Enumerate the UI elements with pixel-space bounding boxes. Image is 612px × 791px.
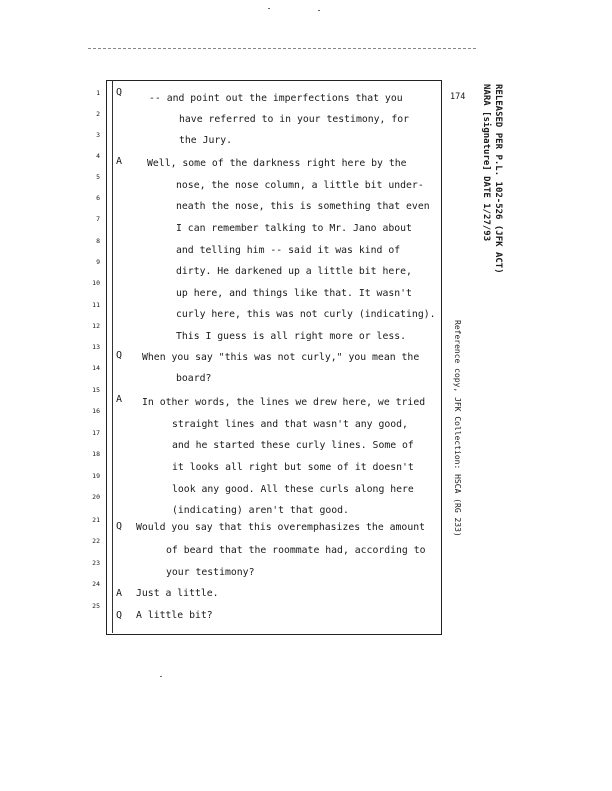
line-number: 3: [96, 131, 100, 139]
transcript-line: A little bit?: [136, 610, 213, 621]
speaker-label: Q: [116, 610, 123, 621]
line-number: 4: [96, 152, 100, 160]
speaker-label: Q: [116, 350, 123, 361]
line-number: 22: [92, 537, 100, 545]
line-number: 9: [96, 258, 100, 266]
transcript-line: I can remember talking to Mr. Jano about: [176, 223, 412, 234]
speaker-label: Q: [116, 521, 123, 532]
scan-speck: [318, 10, 320, 11]
line-number: 13: [92, 343, 100, 351]
line-number: 18: [92, 450, 100, 458]
line-number: 15: [92, 386, 100, 394]
transcript-line: and he started these curly lines. Some of: [172, 440, 414, 451]
scan-speck: [268, 8, 270, 9]
transcript-line: (indicating) aren't that good.: [172, 505, 349, 516]
transcript-line: straight lines and that wasn't any good,: [172, 419, 408, 430]
transcript-line: curly here, this was not curly (indicating).: [176, 309, 436, 320]
transcript-line: of beard that the roommate had, according to: [166, 545, 426, 556]
line-number: 10: [92, 279, 100, 287]
line-number: 5: [96, 173, 100, 181]
line-number: 24: [92, 580, 100, 588]
line-number: 6: [96, 194, 100, 202]
page-number: 174: [450, 92, 466, 102]
transcript-line: This I guess is all right more or less.: [176, 331, 407, 342]
line-number: 14: [92, 364, 100, 372]
release-stamp: [480, 84, 504, 274]
line-number: 25: [92, 602, 100, 610]
speaker-label: A: [116, 394, 123, 405]
line-number: 20: [92, 493, 100, 501]
transcript-line: -- and point out the imperfections that you: [149, 93, 403, 104]
line-number: 11: [92, 301, 100, 309]
speaker-label: A: [116, 156, 123, 167]
line-number: 16: [92, 407, 100, 415]
release-stamp-line: RELEASED PER P.L. 102-526 (JFK ACT): [493, 84, 503, 274]
scan-speck: [160, 676, 162, 677]
speaker-label: A: [116, 588, 123, 599]
line-number: 17: [92, 429, 100, 437]
margin-rule: [112, 80, 113, 633]
line-number: 7: [96, 215, 100, 223]
transcript-line: up here, and things like that. It wasn't: [176, 288, 412, 299]
release-stamp-line: NARA [signature] DATE 1/27/93: [481, 84, 491, 242]
transcript-line: Well, some of the darkness right here by the: [147, 158, 407, 169]
transcript-line: neath the nose, this is something that even: [176, 201, 430, 212]
transcript-line: your testimony?: [166, 567, 255, 578]
line-number: 8: [96, 237, 100, 245]
transcript-line: it looks all right but some of it doesn't: [172, 462, 414, 473]
transcript-line: board?: [176, 373, 212, 384]
transcript-line: dirty. He darkened up a little bit here,: [176, 266, 412, 277]
transcript-line: the Jury.: [179, 135, 233, 146]
top-rule: [88, 48, 476, 49]
line-number: 1: [96, 89, 100, 97]
speaker-label: Q: [116, 87, 123, 98]
line-number: 21: [92, 516, 100, 524]
transcript-line: and telling him -- said it was kind of: [176, 245, 401, 256]
line-number: 2: [96, 110, 100, 118]
transcript-line: look any good. All these curls along here: [172, 484, 414, 495]
line-number: 19: [92, 472, 100, 480]
transcript-line: In other words, the lines we drew here, we tried: [142, 397, 426, 408]
transcript-line: nose, the nose column, a little bit under-: [176, 180, 424, 191]
transcript-line: Would you say that this overemphasizes the amount: [136, 522, 426, 533]
reference-copy-note: Reference copy, JFK Collection: HSCA (RG 233): [453, 320, 462, 537]
transcript-line: Just a little.: [136, 588, 219, 599]
transcript-line: When you say "this was not curly," you mean the: [142, 352, 420, 363]
line-number: 12: [92, 322, 100, 330]
line-number: 23: [92, 559, 100, 567]
transcript-line: have referred to in your testimony, for: [179, 114, 410, 125]
